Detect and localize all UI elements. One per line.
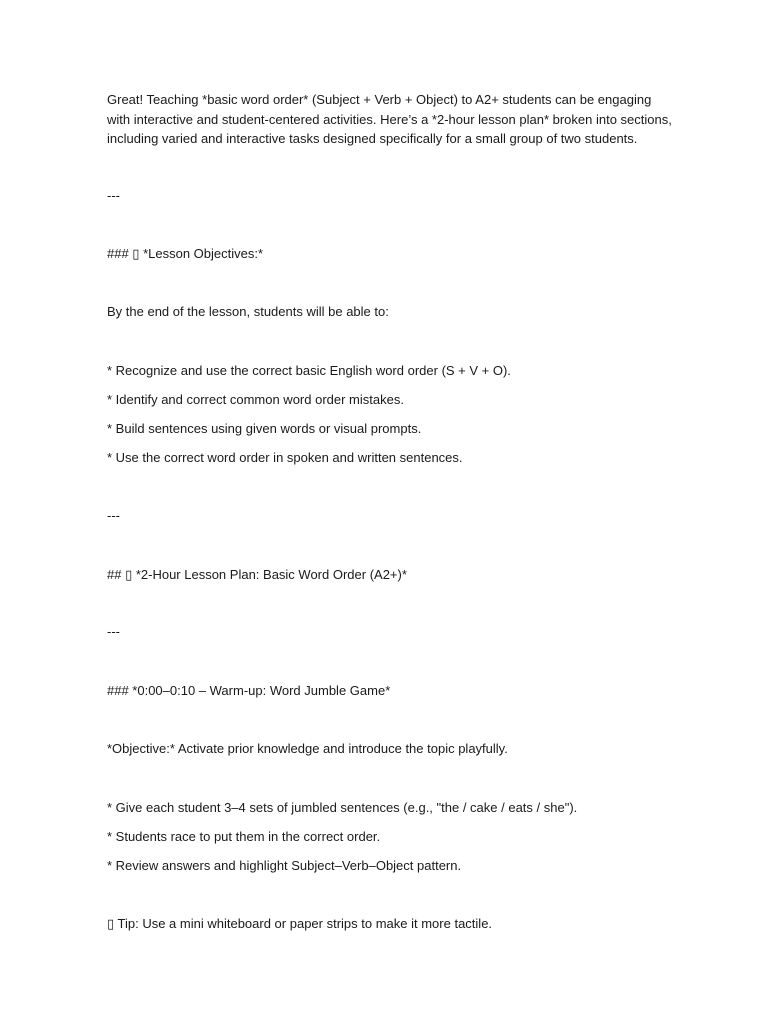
warmup-objective: *Objective:* Activate prior knowledge and introduce the topic playfully. [107,741,508,756]
warmup-tip: ▯ Tip: Use a mini whiteboard or paper strips to make it more tactile. [107,916,493,931]
objective-item: * Build sentences using given words or visual prompts. [107,421,422,436]
objective-item: * Recognize and use the correct basic English word order (S + V + O). [107,363,511,378]
intro-paragraph: Great! Teaching *basic word order* (Subject + Verb + Object) to A2+ students can be engaging with interactive and student-centered activities. Here’s a *2-hour lesson plan* broken into sections, including varied and interactive tasks designed specifically for a small group of two students. [107,92,676,146]
warmup-heading: ### *0:00–0:10 – Warm-up: Word Jumble Game* [107,683,391,698]
divider: --- [107,624,120,639]
divider: --- [107,188,120,203]
objective-item: * Identify and correct common word order mistakes. [107,392,404,407]
warmup-step: * Students race to put them in the correct order. [107,829,381,844]
warmup-step: * Review answers and highlight Subject–Verb–Object pattern. [107,858,462,873]
lesson-plan-heading: ## ▯ *2-Hour Lesson Plan: Basic Word Order (A2+)* [107,567,407,582]
objective-item: * Use the correct word order in spoken and written sentences. [107,450,463,465]
warmup-step: * Give each student 3–4 sets of jumbled sentences (e.g., "the / cake / eats / she"). [107,800,578,815]
objectives-heading: ### ▯ *Lesson Objectives:* [107,246,264,261]
divider: --- [107,508,120,523]
objectives-lead: By the end of the lesson, students will be able to: [107,304,389,319]
